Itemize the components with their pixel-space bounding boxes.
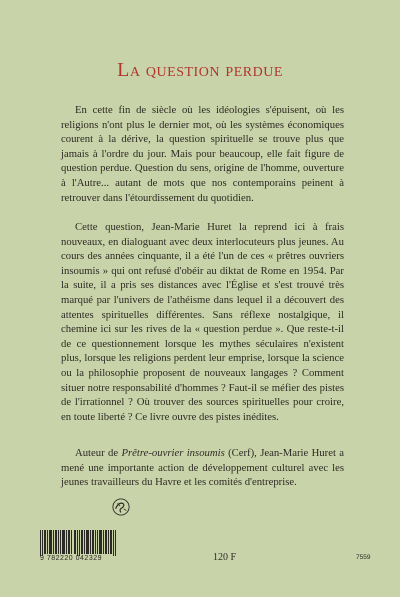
isbn-barcode	[40, 530, 118, 556]
paragraph-text: En cette fin de siècle où les idéologies s'épuisent, où les religions n'ont plus le dernier mot, où les systèmes économiques courent à la dérive, la question spirituelle se trouve plus que jamais à l'ordre du jour. Mais pour beaucoup, elle fait figure de question perdue. Question du sens, origine de l'homme, ouverture à l'Autre... autant de mots que nos contemporains peinent à retrouver dans l'étourdissement du quotidien.	[61, 104, 344, 204]
price: 120 F	[213, 552, 237, 563]
description-paragraph-1	[61, 103, 344, 205]
author-note	[61, 446, 344, 490]
author-note-text	[61, 446, 344, 490]
paragraph-text: Cette question, Jean-Marie Huret la reprend ici à frais nouveaux, en dialoguant avec deux interlocuteurs plus jeunes. Au cours des années cinquante, il a été l'un de ces « prêtres ouvriers insoumis » qui ont refusé d'obéir au diktat de Rome en 1954. Par la suite, il a pris ses distances avec l'Église et s'est trouvé très marqué par l'univers de l'athéisme dans lequel il a découvert des attentes spirituelles différentes. Sans réflexe nostalgique, il chemine ici sur les rives de la « question perdue ». Que reste-t-il de ce questionnement lorsque les mythes séculaires n'existent plus, lorsque les religions perdent leur emprise, lorsque la science ou la philosophie proposent de nouveaux langages ? Comment situer notre responsabilité d'hommes ? Faut-il se méfier des pistes de l'irrationnel ? Où trouver des sources spirituelles pour croire, en toute liberté ? Ce livre ouvre des pistes inédites.	[61, 221, 344, 423]
isbn-number: 9 782220 042329	[40, 555, 102, 562]
author-note-book-title: Prêtre-ouvrier insoumis	[121, 447, 225, 459]
author-note-prefix: Auteur de	[75, 447, 122, 459]
publisher-logo-icon	[112, 498, 130, 516]
description-paragraph-2	[61, 220, 344, 424]
author-note-suffix: (Cerf), Jean-Marie Huret a mené une importante action de développement culturel avec les jeunes travailleurs du Havre et les comités d'entreprise.	[61, 447, 345, 489]
reference-code: 7559	[356, 554, 371, 561]
book-title: La question perdue	[117, 59, 283, 81]
